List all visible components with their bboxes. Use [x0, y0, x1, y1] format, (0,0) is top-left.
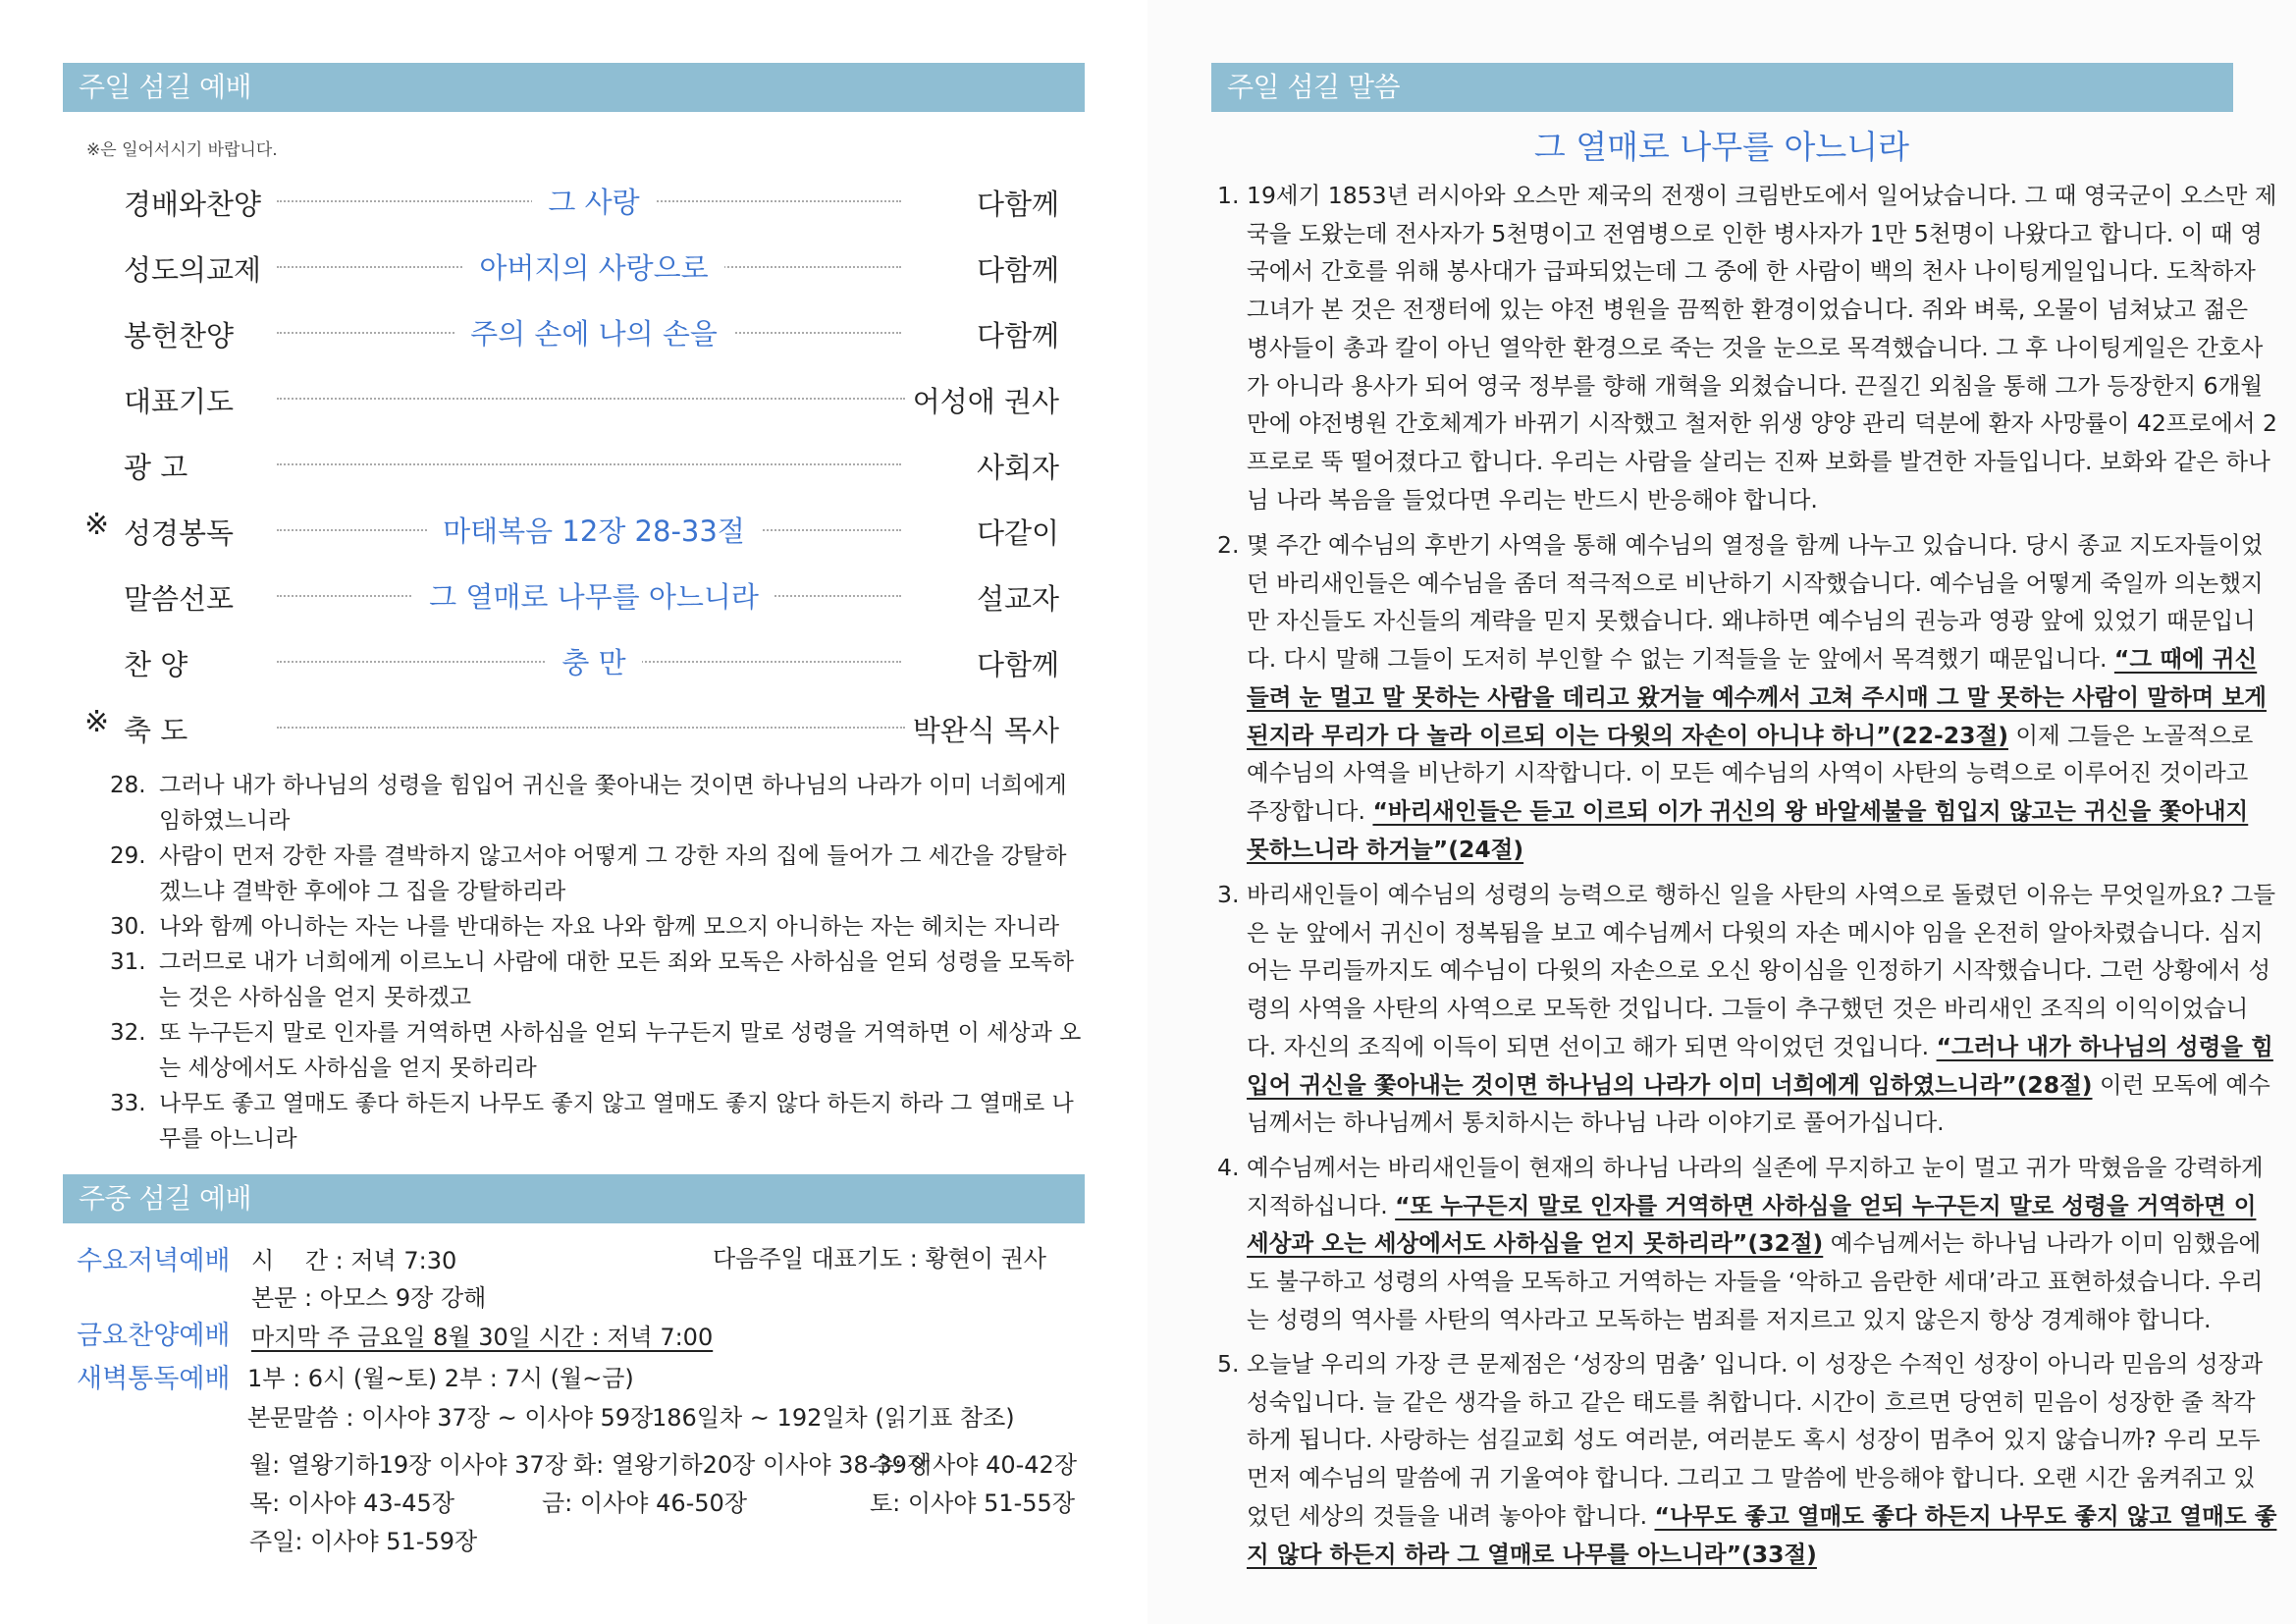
scripture-quote: “그 때에 귀신 들려 눈 멀고 말 못하는 사람을 데리고 왔거늘 예수께서 고쳐 주시매 그 말 못하는 사람이 말하며 보게 된지라 무리가 다 놀라 이르되 이는 다윗의 자손이 아니냐 하니”(22-23절): [1247, 645, 2267, 749]
dotted-leader: [277, 727, 905, 729]
verse-number: 30.: [110, 914, 146, 940]
stand-mark: ※: [84, 508, 110, 542]
order-detail: 충 만: [393, 641, 795, 681]
order-detail: 마태복음 12장 28-33절: [393, 510, 795, 550]
order-label: 성도의교제: [124, 253, 262, 287]
order-detail: 그 열매로 나무를 아느니라: [393, 575, 795, 616]
order-label: 경배와찬양: [124, 188, 262, 221]
point-number: 2.: [1217, 531, 1240, 559]
order-leader: 다함께: [976, 253, 1059, 287]
schedule-fri: 금: 이사야 46-50장: [542, 1489, 748, 1517]
order-row-benediction: [0, 701, 1148, 750]
point-text: 오늘날 우리의 가장 큰 문제점은 ‘성장의 멈춤’ 입니다. 이 성장은 수적인 성장이 아니라 믿음의 성장과 성숙입니다. 늘 같은 생각을 하고 같은 태도를 취합니다. 시간이 흐르면 당연히 믿음이 성장한 줄 착각하게 됩니다. 사랑하는 섬길교회 성도 여러분, 여러분도 혹시 성장이 멈추어 있지 않습니까? 우리 모두 먼저 예수님의 말씀에 귀 기울여야 합니다. 그리고 그 말씀에 반응해야 합니다. 오랜 시간 움켜쥐고 있었던 세상의 것들을 내려 놓아야 합니다. “나무도 좋고 열매도 좋다 하든지 나무도 좋지 않고 열매도 좋지 않다 하든지 하라 그 열매로 나무를 아느니라”(33절): [1247, 1350, 2277, 1568]
wednesday-time: 시 간 : 저녁 7:30: [251, 1247, 457, 1274]
dotted-leader: [277, 463, 901, 465]
wednesday-text: 본문 : 아모스 9장 강해: [251, 1284, 487, 1312]
order-leader: 다함께: [976, 188, 1059, 221]
order-label: 봉헌찬양: [124, 319, 235, 352]
verse-text: 또 누구든지 말로 인자를 거역하면 사하심을 얻되 누구든지 말로 성령을 거역하면 이 세상과 오는 세상에서도 사하심을 얻지 못하리라: [159, 1020, 1082, 1081]
scripture-quote: “또 누구든지 말로 인자를 거역하면 사하심을 얻되 누구든지 말로 성령을 거역하면 이 세상과 오는 세상에서도 사하심을 얻지 못하리라”(32절): [1247, 1191, 2257, 1258]
order-leader: 사회자: [976, 451, 1059, 484]
order-detail: 그 사랑: [393, 181, 795, 221]
verse-text: 나무도 좋고 열매도 좋다 하든지 나무도 좋지 않고 열매도 좋지 않다 하든지 하라 그 열매로 나무를 아느니라: [159, 1091, 1074, 1152]
next-prayer: 다음주일 대표기도 : 황현이 권사: [713, 1245, 1046, 1272]
schedule-sun: 주일: 이사야 51-59장: [249, 1528, 478, 1555]
verse-text: 그러나 내가 하나님의 성령을 힘입어 귀신을 쫓아내는 것이면 하나님의 나라가 이미 너희에게 임하였느니라: [159, 773, 1067, 834]
order-leader: 어성애 권사: [912, 385, 1059, 418]
schedule-sat: 토: 이사야 51-55장: [870, 1489, 1076, 1517]
order-label: 광 고: [124, 451, 188, 484]
point-number: 5.: [1217, 1350, 1240, 1378]
schedule-mon: 월: 열왕기하19장 이사야 37장: [249, 1451, 567, 1479]
verse-number: 31.: [110, 949, 146, 975]
order-leader: 다함께: [976, 319, 1059, 352]
order-row-worship: [0, 175, 1148, 224]
point-number: 3.: [1217, 881, 1240, 908]
verse-number: 32.: [110, 1020, 146, 1046]
friday-text: 마지막 주 금요일 8월 30일 시간 : 저녁 7:00: [251, 1324, 714, 1351]
dawn-text: 본문말씀 : 이사야 37장 ~ 이사야 59장: [247, 1404, 654, 1432]
wednesday-label: 수요저녁예배: [77, 1246, 231, 1276]
point-number: 1.: [1217, 182, 1240, 209]
verse-text: 나와 함께 아니하는 자는 나를 반대하는 자요 나와 함께 모으지 아니하는 자는 헤치는 자니라: [159, 914, 1060, 940]
order-label: 성경봉독: [124, 516, 235, 550]
order-leader: 다함께: [976, 648, 1059, 681]
sermon-header: 주일 섬길 말씀: [1211, 63, 2233, 112]
schedule-tue: 화: 열왕기하20장 이사야 38-39장: [573, 1451, 931, 1479]
point-number: 4.: [1217, 1154, 1240, 1181]
schedule-wed: 수: 이사야 40-42장: [872, 1451, 1078, 1479]
point-text: 19세기 1853년 러시아와 오스만 제국의 전쟁이 크림반도에서 일어났습니다. 그 때 영국군이 오스만 제국을 도왔는데 전사자가 5천명이고 전염병으로 인한 병사자가 1만 5천명이 나왔다고 합니다. 이 때 영국에서 간호를 위해 봉사대가 급파되었는데 그 중에 한 사람이 백의 천사 나이팅게일입니다. 도착하자 그녀가 본 것은 전쟁터에 있는 야전 병원을 끔찍한 환경이었습니다. 쥐와 벼룩, 오물이 넘쳐났고 젊은 병사들이 총과 칼이 아닌 열악한 환경으로 죽는 것을 눈으로 목격했습니다. 그 후 나이팅게일은 간호사가 아니라 용사가 되어 영국 정부를 향해 개혁을 외쳤습니다. 끈질긴 외침을 통해 그가 등장한지 6개월 만에 야전병원 간호체계가 바뀌기 시작했고 철저한 위생 양양 관리 덕분에 환자 사망률이 42프로에서 2프로로 뚝 떨어졌다고 합니다. 우리는 사람을 살리는 진짜 보화를 발견한 자들입니다. 보화와 같은 하나님 나라 복음을 들었다면 우리는 반드시 반응해야 합니다.: [1247, 182, 2278, 514]
stand-mark: ※: [84, 705, 110, 739]
order-row-sermon: [0, 569, 1148, 619]
point-text: 몇 주간 예수님의 후반기 사역을 통해 예수님의 열정을 함께 나누고 있습니다. 당시 종교 지도자들이었던 바리새인들은 예수님을 좀더 적극적으로 비난하기 시작했습니다. 예수님을 어떻게 죽일까 의논했지만 자신들도 자신들의 계략을 믿지 못했습니다. 왜냐하면 예수님의 권능과 영광 앞에 있었기 때문입니다. 다시 말해 그들이 도저히 부인할 수 없는 기적들을 눈 앞에서 목격했기 때문입니다. “그 때에 귀신 들려 눈 멀고 말 못하는 사람을 데리고 왔거늘 예수께서 고쳐 주시매 그 말 못하는 사람이 말하며 보게 된지라 무리가 다 놀라 이르되 이는 다윗의 자손이 아니냐 하니”(22-23절) 이제 그들은 노골적으로 예수님의 사역을 비난하기 시작합니다. 이 모든 예수님의 사역이 사탄의 능력으로 이루어진 것이라고 주장합니다. “바리새인들은 듣고 이르되 이가 귀신의 왕 바알세불을 힘입지 않고는 귀신을 쫓아내지 못하느니라 하거늘”(24절): [1247, 531, 2267, 863]
schedule-thu: 목: 이사야 43-45장: [249, 1489, 455, 1517]
verse-number: 33.: [110, 1091, 146, 1116]
order-row-offering: [0, 306, 1148, 355]
order-leader: 다같이: [976, 516, 1059, 550]
order-row-praise: [0, 635, 1148, 684]
dawn-time: 1부 : 6시 (월~토) 2부 : 7시 (월~금): [247, 1365, 634, 1392]
weekday-service-header: 주중 섬길 예배: [63, 1174, 1085, 1223]
dawn-label: 새벽통독예배: [77, 1364, 231, 1394]
scripture-quote: “바리새인들은 듣고 이르되 이가 귀신의 왕 바알세불을 힘입지 않고는 귀신을 쫓아내지 못하느니라 하거늘”(24절): [1247, 796, 2249, 863]
point-text: 예수님께서는 바리새인들이 현재의 하나님 나라의 실존에 무지하고 눈이 멀고 귀가 막혔음을 강력하게 지적하십니다. “또 누구든지 말로 인자를 거역하면 사하심을 얻되 누구든지 말로 성령을 거역하면 이 세상과 오는 세상에서도 사하심을 얻지 못하리라”(32절) 예수님께서는 하나님 나라가 이미 임했음에도 불구하고 성령의 사역을 모독하고 거역하는 자들을 ‘악하고 음란한 세대’라고 표현하셨습니다. 우리는 성령의 역사를 사탄의 역사라고 모독하는 범죄를 저지르고 있지 않은지 항상 경계해야 합니다.: [1247, 1154, 2264, 1333]
order-row-announcements: [0, 438, 1148, 487]
verse-number: 29.: [110, 843, 146, 869]
order-detail: 주의 손에 나의 손을: [393, 312, 795, 352]
sermon-title: 그 열매로 나무를 아느니라: [1533, 128, 1910, 166]
sunday-service-header: 주일 섬길 예배: [63, 63, 1085, 112]
order-label: 대표기도: [124, 385, 235, 418]
scripture-quote: “나무도 좋고 열매도 좋다 하든지 나무도 좋지 않고 열매도 좋지 않다 하든지 하라 그 열매로 나무를 아느니라”(33절): [1247, 1501, 2277, 1568]
friday-label: 금요찬양예배: [77, 1321, 231, 1351]
order-label: 말씀선포: [124, 582, 235, 616]
order-leader: 설교자: [976, 582, 1059, 616]
dotted-leader: [277, 398, 905, 400]
order-leader: 박완식 목사: [912, 714, 1059, 747]
order-label: 찬 양: [124, 648, 188, 681]
scripture-quote: “그러나 내가 하나님의 성령을 힘입어 귀신을 쫓아내는 것이면 하나님의 나라가 이미 너희에게 임하였느니라”(28절): [1247, 1032, 2273, 1099]
verse-text: 사람이 먼저 강한 자를 결박하지 않고서야 어떻게 그 강한 자의 집에 들어가 그 세간을 강탈하겠느냐 결박한 후에야 그 집을 강탈하리라: [159, 843, 1067, 904]
order-row-fellowship: [0, 241, 1148, 290]
order-row-prayer: [0, 372, 1148, 421]
order-row-scripture: [0, 504, 1148, 553]
verse-text: 그러므로 내가 너희에게 이르노니 사람에 대한 모든 죄와 모독은 사하심을 얻되 성령을 모독하는 것은 사하심을 얻지 못하겠고: [159, 949, 1075, 1010]
order-detail: 아버지의 사랑으로: [393, 246, 795, 287]
standing-note: ※은 일어서시기 바랍니다.: [86, 140, 278, 160]
verse-number: 28.: [110, 773, 146, 798]
dawn-days: 186일차 ~ 192일차 (읽기표 참조): [652, 1404, 1015, 1432]
order-label: 축 도: [124, 714, 188, 747]
point-text: 바리새인들이 예수님의 성령의 능력으로 행하신 일을 사탄의 사역으로 돌렸던 이유는 무엇일까요? 그들은 눈 앞에서 귀신이 정복됨을 보고 예수님께서 다윗의 자손 메시야 임을 온전히 알아차렸습니다. 심지어는 무리들까지도 예수님이 다윗의 자손으로 오신 왕이심을 인정하기 시작했습니다. 그런 상황에서 성령의 사역을 사탄의 사역으로 모독한 것입니다. 그들이 추구했던 것은 바리새인 조직의 이익이었습니다. 자신의 조직에 이득이 되면 선이고 해가 되면 악이었던 것입니다. “그러나 내가 하나님의 성령을 힘입어 귀신을 쫓아내는 것이면 하나님의 나라가 이미 너희에게 임하였느니라”(28절) 이런 모독에 예수님께서는 하나님께서 통치하시는 하나님 나라 이야기로 풀어가십니다.: [1247, 881, 2276, 1137]
